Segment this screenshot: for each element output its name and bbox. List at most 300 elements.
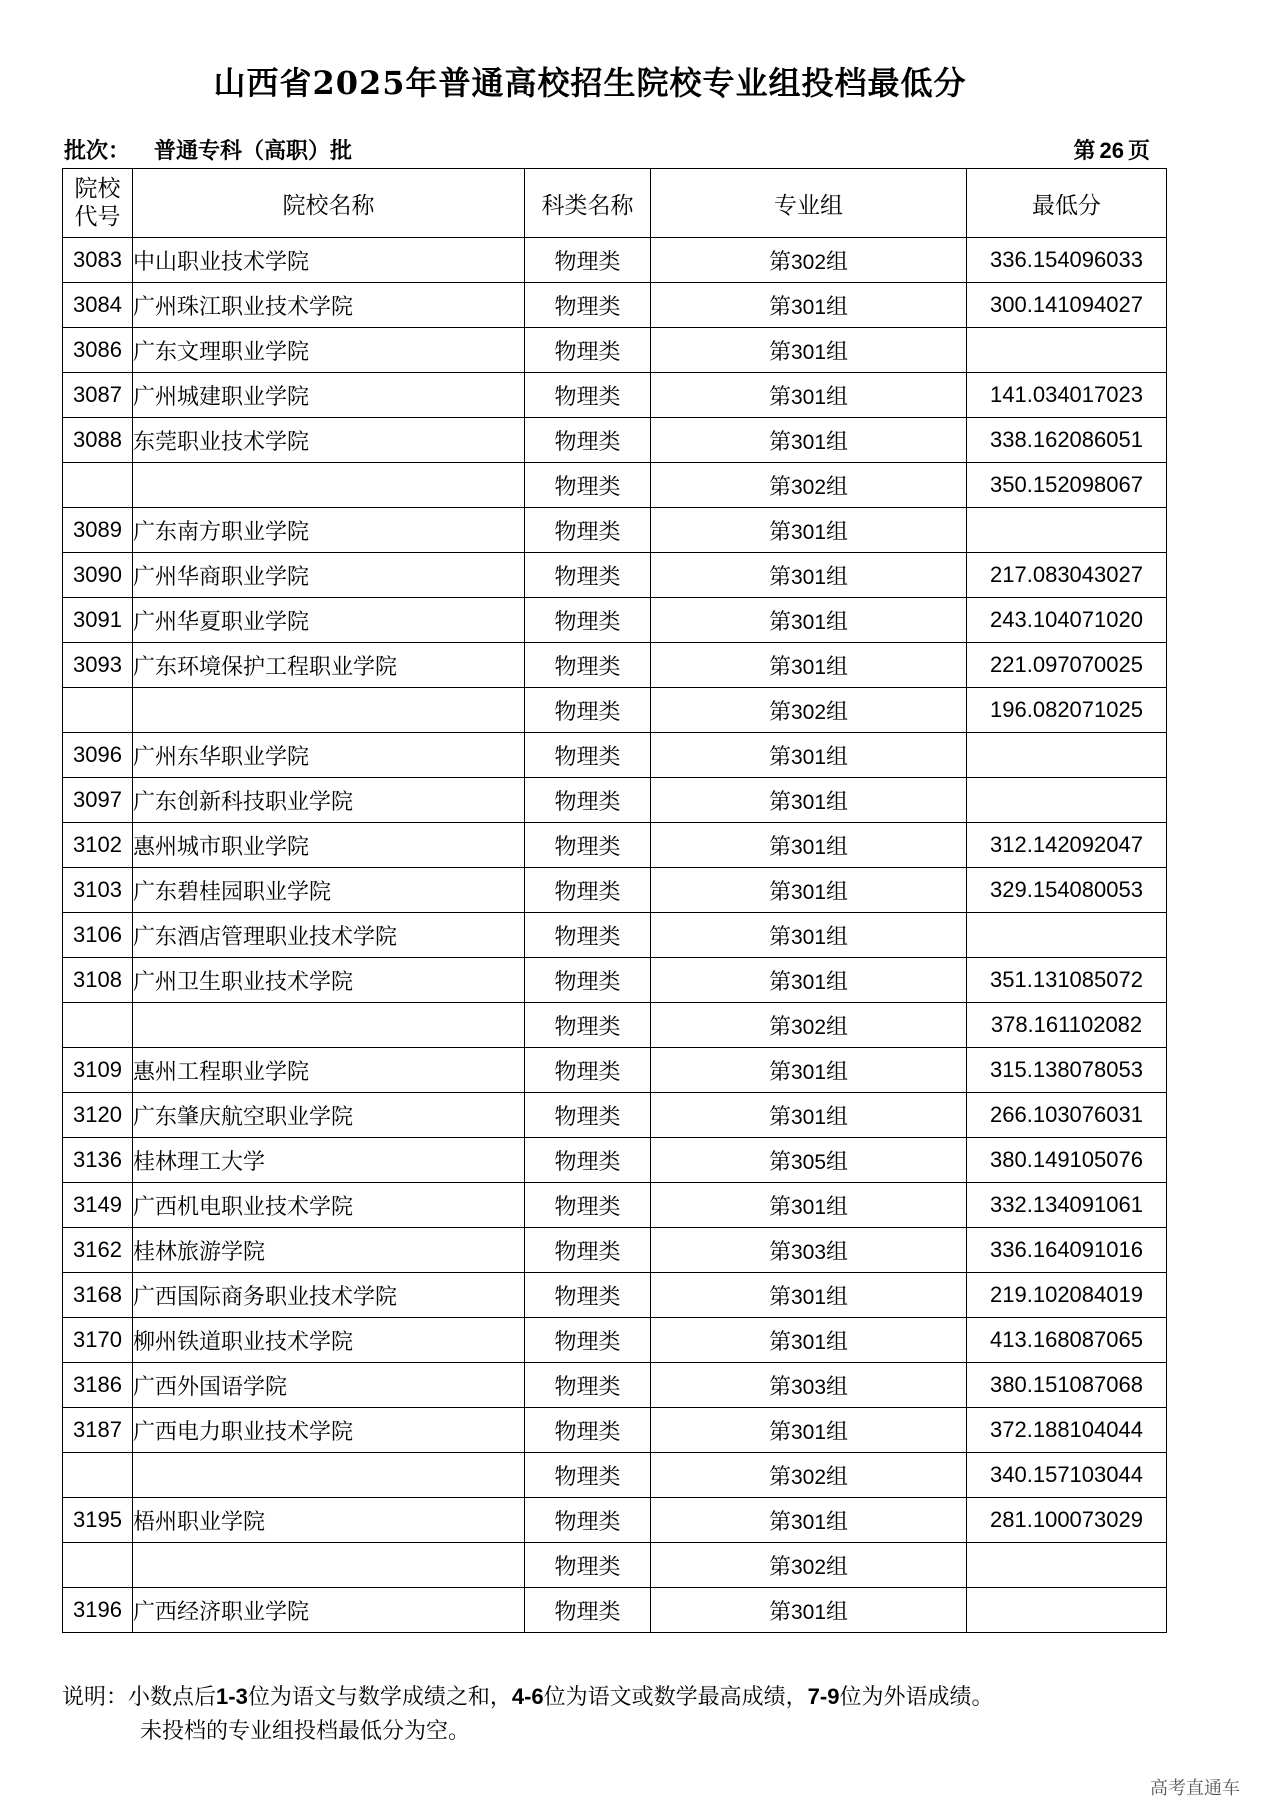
cell-group <box>651 733 967 778</box>
table-row <box>63 1093 1167 1138</box>
group-prefix: 第 <box>768 924 791 950</box>
cell-school-name: 广东环境保护工程职业学院 <box>133 643 525 688</box>
cell-school-code: 3108 <box>63 958 133 1003</box>
group-prefix: 第 <box>768 294 791 320</box>
group-suffix: 组 <box>826 1464 849 1490</box>
group-suffix: 组 <box>826 1014 849 1040</box>
cell-school-code: 3168 <box>63 1273 133 1318</box>
group-suffix: 组 <box>826 1239 849 1265</box>
cell-school-code: 3196 <box>63 1588 133 1633</box>
cell-school-code: 3097 <box>63 778 133 823</box>
group-prefix: 第 <box>768 1554 791 1580</box>
cell-min-score: 329.154080053 <box>967 868 1167 913</box>
cell-school-code: 3090 <box>63 553 133 598</box>
page-number: 26 <box>1099 138 1124 163</box>
cell-group <box>651 1318 967 1363</box>
cell-school-name: 广州卫生职业技术学院 <box>133 958 525 1003</box>
cell-subject: 物理类 <box>525 913 651 958</box>
cell-min-score <box>967 508 1167 553</box>
footnote-text-4: 位为外语成绩。 <box>839 1685 994 1710</box>
table-row <box>63 1318 1167 1363</box>
cell-group <box>651 1093 967 1138</box>
group-suffix: 组 <box>826 1284 849 1310</box>
group-number: 301 <box>790 880 827 904</box>
cell-group <box>651 373 967 418</box>
cell-min-score: 243.104071020 <box>967 598 1167 643</box>
cell-subject: 物理类 <box>525 1048 651 1093</box>
group-number: 301 <box>790 1060 827 1084</box>
group-prefix: 第 <box>768 1104 791 1130</box>
table-row <box>63 1048 1167 1093</box>
cell-subject: 物理类 <box>525 418 651 463</box>
cell-group <box>651 418 967 463</box>
cell-min-score: 338.162086051 <box>967 418 1167 463</box>
group-number: 302 <box>790 1555 827 1579</box>
cell-min-score: 340.157103044 <box>967 1453 1167 1498</box>
group-suffix: 组 <box>826 294 849 320</box>
cell-group <box>651 1588 967 1633</box>
footnote <box>62 1680 993 1749</box>
group-suffix: 组 <box>826 879 849 905</box>
table-row <box>63 1003 1167 1048</box>
table-row <box>63 373 1167 418</box>
cell-group <box>651 508 967 553</box>
cell-group <box>651 1183 967 1228</box>
table-row <box>63 463 1167 508</box>
cell-min-score: 315.138078053 <box>967 1048 1167 1093</box>
cell-school-code: 3089 <box>63 508 133 553</box>
group-number: 301 <box>790 835 827 859</box>
cell-school-code: 3186 <box>63 1363 133 1408</box>
cell-subject: 物理类 <box>525 553 651 598</box>
column-header-subject: 科类名称 <box>525 169 651 238</box>
cell-school-code: 3083 <box>63 238 133 283</box>
cell-school-name: 东莞职业技术学院 <box>133 418 525 463</box>
group-prefix: 第 <box>768 1239 791 1265</box>
cell-group <box>651 1273 967 1318</box>
group-number: 302 <box>790 250 827 274</box>
table-row <box>63 328 1167 373</box>
cell-school-name: 广州城建职业学院 <box>133 373 525 418</box>
group-prefix: 第 <box>768 339 791 365</box>
cell-min-score: 336.154096033 <box>967 238 1167 283</box>
group-prefix: 第 <box>768 1509 791 1535</box>
group-prefix: 第 <box>768 1464 791 1490</box>
cell-subject: 物理类 <box>525 688 651 733</box>
footnote-line2: 未投档的专业组投档最低分为空。 <box>140 1719 471 1744</box>
group-prefix: 第 <box>768 609 791 635</box>
group-suffix: 组 <box>826 1329 849 1355</box>
group-suffix: 组 <box>826 1509 849 1535</box>
group-suffix: 组 <box>826 384 849 410</box>
group-prefix: 第 <box>768 429 791 455</box>
table-row <box>63 688 1167 733</box>
group-prefix: 第 <box>768 1194 791 1220</box>
group-number: 302 <box>790 1015 827 1039</box>
column-header-code-line1: 院校 <box>74 176 121 202</box>
group-number: 305 <box>790 1150 827 1174</box>
group-number: 301 <box>790 790 827 814</box>
cell-school-name: 广西电力职业技术学院 <box>133 1408 525 1453</box>
cell-group <box>651 1453 967 1498</box>
cell-subject: 物理类 <box>525 1318 651 1363</box>
group-suffix: 组 <box>826 924 849 950</box>
page-suffix: 页 <box>1127 138 1150 164</box>
group-number: 302 <box>790 475 827 499</box>
cell-subject: 物理类 <box>525 328 651 373</box>
group-suffix: 组 <box>826 1419 849 1445</box>
cell-min-score <box>967 913 1167 958</box>
group-suffix: 组 <box>826 249 849 275</box>
table-row <box>63 1363 1167 1408</box>
cell-school-code <box>63 463 133 508</box>
cell-min-score: 372.188104044 <box>967 1408 1167 1453</box>
cell-min-score: 413.168087065 <box>967 1318 1167 1363</box>
group-prefix: 第 <box>768 1419 791 1445</box>
cell-subject: 物理类 <box>525 823 651 868</box>
cell-school-code: 3170 <box>63 1318 133 1363</box>
cell-subject: 物理类 <box>525 1363 651 1408</box>
cell-subject: 物理类 <box>525 868 651 913</box>
cell-subject: 物理类 <box>525 1273 651 1318</box>
cell-min-score <box>967 328 1167 373</box>
cell-min-score: 266.103076031 <box>967 1093 1167 1138</box>
cell-subject: 物理类 <box>525 958 651 1003</box>
page-title: 山西省2025年普通高校招生院校专业组投档最低分 <box>213 64 967 102</box>
cell-school-code: 3102 <box>63 823 133 868</box>
cell-group <box>651 463 967 508</box>
cell-school-code: 3109 <box>63 1048 133 1093</box>
group-suffix: 组 <box>826 789 849 815</box>
footnote-range-1: 1-3 <box>216 1684 248 1709</box>
cell-subject: 物理类 <box>525 238 651 283</box>
cell-school-name: 广东肇庆航空职业学院 <box>133 1093 525 1138</box>
group-number: 301 <box>790 655 827 679</box>
cell-school-name: 广东文理职业学院 <box>133 328 525 373</box>
cell-min-score <box>967 733 1167 778</box>
group-number: 301 <box>790 520 827 544</box>
group-number: 301 <box>790 1285 827 1309</box>
cell-subject: 物理类 <box>525 1543 651 1588</box>
cell-group <box>651 913 967 958</box>
cell-school-code: 3195 <box>63 1498 133 1543</box>
group-suffix: 组 <box>826 564 849 590</box>
cell-min-score: 217.083043027 <box>967 553 1167 598</box>
column-header-code-line2: 代号 <box>74 204 121 230</box>
group-suffix: 组 <box>826 1059 849 1085</box>
cell-school-code <box>63 1543 133 1588</box>
group-suffix: 组 <box>826 339 849 365</box>
cell-min-score: 336.164091016 <box>967 1228 1167 1273</box>
batch-info <box>64 134 352 165</box>
group-suffix: 组 <box>826 519 849 545</box>
cell-school-code: 3162 <box>63 1228 133 1273</box>
cell-school-name: 广西机电职业技术学院 <box>133 1183 525 1228</box>
cell-group <box>651 643 967 688</box>
cell-min-score: 380.149105076 <box>967 1138 1167 1183</box>
footnote-text-3: 位为语文或数学最高成绩， <box>543 1685 808 1710</box>
footnote-label: 说明： <box>62 1685 129 1710</box>
cell-min-score: 300.141094027 <box>967 283 1167 328</box>
cell-min-score: 221.097070025 <box>967 643 1167 688</box>
group-prefix: 第 <box>768 654 791 680</box>
cell-group <box>651 238 967 283</box>
batch-value: 普通专科（高职）批 <box>154 138 353 164</box>
cell-subject: 物理类 <box>525 1003 651 1048</box>
cell-school-name: 广西外国语学院 <box>133 1363 525 1408</box>
cell-subject: 物理类 <box>525 778 651 823</box>
cell-school-code: 3149 <box>63 1183 133 1228</box>
cell-min-score <box>967 1543 1167 1588</box>
cell-school-code <box>63 1003 133 1048</box>
cell-school-name: 广州珠江职业技术学院 <box>133 283 525 328</box>
cell-subject: 物理类 <box>525 1453 651 1498</box>
group-number: 301 <box>790 385 827 409</box>
table-row <box>63 238 1167 283</box>
table-header-row <box>63 169 1167 238</box>
group-suffix: 组 <box>826 1149 849 1175</box>
group-number: 301 <box>790 1600 827 1624</box>
cell-school-name <box>133 1543 525 1588</box>
cell-school-name <box>133 688 525 733</box>
group-prefix: 第 <box>768 1599 791 1625</box>
cell-school-code: 3093 <box>63 643 133 688</box>
group-suffix: 组 <box>826 474 849 500</box>
cell-subject: 物理类 <box>525 1138 651 1183</box>
group-prefix: 第 <box>768 969 791 995</box>
group-number: 303 <box>790 1240 827 1264</box>
group-suffix: 组 <box>826 654 849 680</box>
group-prefix: 第 <box>768 699 791 725</box>
footnote-text-1: 小数点后 <box>128 1685 217 1710</box>
cell-school-name: 广东酒店管理职业技术学院 <box>133 913 525 958</box>
group-number: 301 <box>790 610 827 634</box>
cell-school-name <box>133 463 525 508</box>
cell-min-score: 196.082071025 <box>967 688 1167 733</box>
cell-school-name: 中山职业技术学院 <box>133 238 525 283</box>
cell-school-name <box>133 1003 525 1048</box>
table-row <box>63 508 1167 553</box>
group-suffix: 组 <box>826 1374 849 1400</box>
cell-group <box>651 1543 967 1588</box>
cell-min-score: 378.161102082 <box>967 1003 1167 1048</box>
group-prefix: 第 <box>768 384 791 410</box>
table-row <box>63 1588 1167 1633</box>
cell-school-name: 广州华商职业学院 <box>133 553 525 598</box>
table-row <box>63 913 1167 958</box>
table-row <box>63 1138 1167 1183</box>
group-suffix: 组 <box>826 429 849 455</box>
cell-subject: 物理类 <box>525 733 651 778</box>
cell-school-code: 3187 <box>63 1408 133 1453</box>
cell-subject: 物理类 <box>525 1408 651 1453</box>
table-row <box>63 1408 1167 1453</box>
cell-min-score: 380.151087068 <box>967 1363 1167 1408</box>
footnote-text-2: 位为语文与数学成绩之和， <box>247 1685 512 1710</box>
table-row <box>63 1228 1167 1273</box>
group-suffix: 组 <box>826 744 849 770</box>
cell-min-score: 351.131085072 <box>967 958 1167 1003</box>
cell-school-code <box>63 1453 133 1498</box>
group-number: 302 <box>790 1465 827 1489</box>
table-row <box>63 553 1167 598</box>
group-prefix: 第 <box>768 879 791 905</box>
group-suffix: 组 <box>826 1554 849 1580</box>
group-number: 301 <box>790 970 827 994</box>
group-prefix: 第 <box>768 474 791 500</box>
group-number: 301 <box>790 925 827 949</box>
column-header-code <box>63 169 133 238</box>
cell-subject: 物理类 <box>525 373 651 418</box>
cell-school-name: 惠州城市职业学院 <box>133 823 525 868</box>
group-prefix: 第 <box>768 1329 791 1355</box>
group-number: 301 <box>790 1105 827 1129</box>
cell-group <box>651 823 967 868</box>
cell-subject: 物理类 <box>525 1228 651 1273</box>
table-row <box>63 598 1167 643</box>
cell-subject: 物理类 <box>525 508 651 553</box>
cell-subject: 物理类 <box>525 643 651 688</box>
group-number: 301 <box>790 430 827 454</box>
column-header-group: 专业组 <box>651 169 967 238</box>
cell-group <box>651 958 967 1003</box>
cell-group <box>651 598 967 643</box>
cell-group <box>651 1228 967 1273</box>
cell-group <box>651 778 967 823</box>
table-row <box>63 1273 1167 1318</box>
cell-school-code: 3086 <box>63 328 133 373</box>
cell-group <box>651 1498 967 1543</box>
footnote-range-3: 7-9 <box>807 1684 840 1709</box>
cell-school-name: 广东碧桂园职业学院 <box>133 868 525 913</box>
cell-school-code: 3096 <box>63 733 133 778</box>
group-number: 301 <box>790 1510 827 1534</box>
group-suffix: 组 <box>826 699 849 725</box>
cell-min-score: 281.100073029 <box>967 1498 1167 1543</box>
cell-school-code: 3087 <box>63 373 133 418</box>
group-number: 301 <box>790 295 827 319</box>
group-number: 303 <box>790 1375 827 1399</box>
group-prefix: 第 <box>768 249 791 275</box>
group-number: 302 <box>790 700 827 724</box>
cell-school-name: 广东南方职业学院 <box>133 508 525 553</box>
batch-label: 批次： <box>64 138 131 164</box>
cell-min-score: 332.134091061 <box>967 1183 1167 1228</box>
table-row <box>63 643 1167 688</box>
group-suffix: 组 <box>826 969 849 995</box>
cell-min-score <box>967 1588 1167 1633</box>
table-row <box>63 778 1167 823</box>
cell-subject: 物理类 <box>525 1093 651 1138</box>
cell-group <box>651 283 967 328</box>
cell-school-name: 惠州工程职业学院 <box>133 1048 525 1093</box>
group-prefix: 第 <box>768 789 791 815</box>
group-suffix: 组 <box>826 609 849 635</box>
cell-school-name <box>133 1453 525 1498</box>
column-header-score: 最低分 <box>967 169 1167 238</box>
cell-school-name: 广东创新科技职业学院 <box>133 778 525 823</box>
group-number: 301 <box>790 745 827 769</box>
cell-group <box>651 553 967 598</box>
cell-group <box>651 868 967 913</box>
cell-group <box>651 688 967 733</box>
cell-group <box>651 1048 967 1093</box>
cell-min-score: 219.102084019 <box>967 1273 1167 1318</box>
table-row <box>63 283 1167 328</box>
cell-min-score: 312.142092047 <box>967 823 1167 868</box>
cell-subject: 物理类 <box>525 1588 651 1633</box>
table-row <box>63 733 1167 778</box>
cell-school-code: 3088 <box>63 418 133 463</box>
cell-min-score <box>967 778 1167 823</box>
group-prefix: 第 <box>768 519 791 545</box>
cell-min-score: 141.034017023 <box>967 373 1167 418</box>
cell-school-name: 广州华夏职业学院 <box>133 598 525 643</box>
group-prefix: 第 <box>768 564 791 590</box>
cell-school-name: 桂林理工大学 <box>133 1138 525 1183</box>
cell-school-code: 3120 <box>63 1093 133 1138</box>
group-prefix: 第 <box>768 1284 791 1310</box>
cell-school-name: 广西国际商务职业技术学院 <box>133 1273 525 1318</box>
group-suffix: 组 <box>826 1599 849 1625</box>
group-number: 301 <box>790 1195 827 1219</box>
group-number: 301 <box>790 1420 827 1444</box>
score-table <box>62 168 1167 1633</box>
cell-group <box>651 328 967 373</box>
cell-subject: 物理类 <box>525 598 651 643</box>
cell-subject: 物理类 <box>525 463 651 508</box>
cell-school-code: 3136 <box>63 1138 133 1183</box>
cell-school-code: 3103 <box>63 868 133 913</box>
watermark-text: 高考直通车 <box>1150 1778 1240 1799</box>
cell-school-code <box>63 688 133 733</box>
cell-school-code: 3106 <box>63 913 133 958</box>
table-row <box>63 868 1167 913</box>
group-suffix: 组 <box>826 1194 849 1220</box>
cell-school-code: 3084 <box>63 283 133 328</box>
group-prefix: 第 <box>768 1149 791 1175</box>
cell-subject: 物理类 <box>525 1498 651 1543</box>
group-prefix: 第 <box>768 1014 791 1040</box>
table-row <box>63 1498 1167 1543</box>
table-row <box>63 1543 1167 1588</box>
group-prefix: 第 <box>768 1059 791 1085</box>
cell-group <box>651 1363 967 1408</box>
table-body <box>63 238 1167 1633</box>
cell-school-code: 3091 <box>63 598 133 643</box>
group-suffix: 组 <box>826 1104 849 1130</box>
cell-school-name: 桂林旅游学院 <box>133 1228 525 1273</box>
table-row <box>63 958 1167 1003</box>
cell-subject: 物理类 <box>525 1183 651 1228</box>
cell-min-score: 350.152098067 <box>967 463 1167 508</box>
cell-school-name: 梧州职业学院 <box>133 1498 525 1543</box>
table-row <box>63 1183 1167 1228</box>
group-number: 301 <box>790 1330 827 1354</box>
footnote-line1 <box>62 1680 993 1715</box>
cell-school-name: 广西经济职业学院 <box>133 1588 525 1633</box>
group-prefix: 第 <box>768 834 791 860</box>
page-prefix: 第 <box>1073 138 1096 164</box>
cell-group <box>651 1138 967 1183</box>
cell-group <box>651 1003 967 1048</box>
page-number-label <box>1020 134 1150 165</box>
group-number: 301 <box>790 565 827 589</box>
cell-school-name: 柳州铁道职业技术学院 <box>133 1318 525 1363</box>
group-prefix: 第 <box>768 744 791 770</box>
table-row <box>63 1453 1167 1498</box>
column-header-name: 院校名称 <box>133 169 525 238</box>
